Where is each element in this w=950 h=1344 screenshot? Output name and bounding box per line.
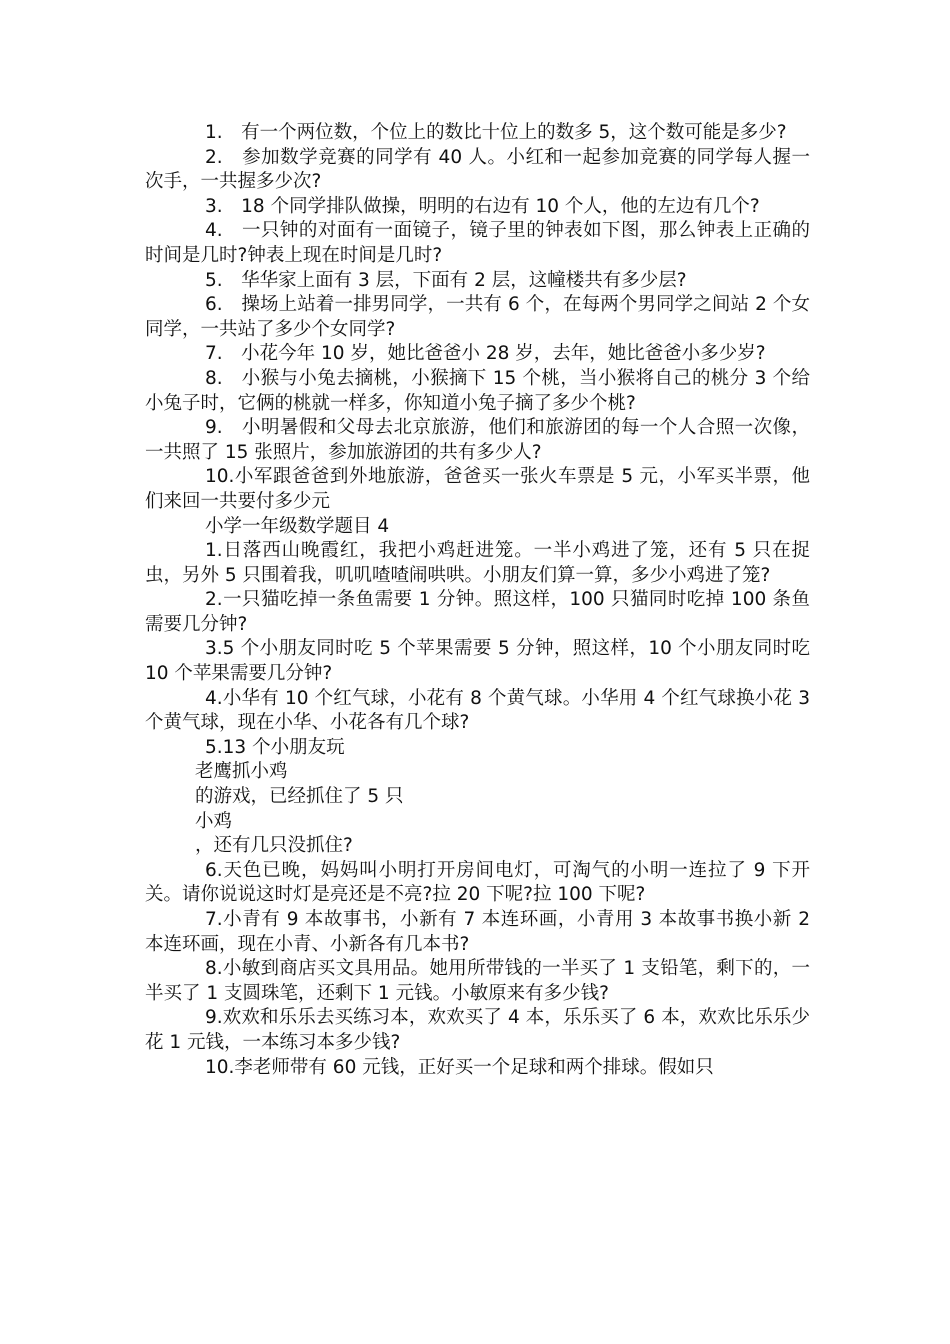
s4-question-5-fragment: 老鹰抓小鸡 bbox=[195, 761, 288, 783]
s4-question-9: 9.欢欢和乐乐去买练习本，欢欢买了 4 本，乐乐买了 6 本，欢欢比乐乐少花 1 元钱，一本练习本多少钱? bbox=[145, 1007, 810, 1053]
question-9: 9. 小明暑假和父母去北京旅游，他们和旅游团的每一个人合照一次像，一共照了 15 张照片，参加旅游团的共有多少人? bbox=[145, 417, 810, 463]
question-6: 6. 操场上站着一排男同学，一共有 6 个，在每两个男同学之间站 2 个女同学，一共站了多少个女同学? bbox=[145, 294, 810, 340]
question-3: 3. 18 个同学排队做操，明明的右边有 10 个人，他的左边有几个? bbox=[205, 195, 760, 217]
s4-question-8: 8.小敏到商店买文具用品。她用所带钱的一半买了 1 支铅笔，剩下的，一半买了 1 支圆珠笔，还剩下 1 元钱。小敏原来有多少钱? bbox=[145, 958, 810, 1004]
s4-question-5-fragment: 的游戏，已经抓住了 5 只 bbox=[195, 786, 404, 808]
s4-question-5: 5.13 个小朋友玩 bbox=[205, 736, 345, 758]
section-title: 小学一年级数学题目 4 bbox=[205, 515, 390, 537]
s4-question-10: 10.李老师带有 60 元钱，正好买一个足球和两个排球。假如只 bbox=[205, 1056, 714, 1078]
question-4: 4. 一只钟的对面有一面镜子，镜子里的钟表如下图，那么钟表上正确的时间是几时?钟表上现在时间是几时? bbox=[145, 220, 810, 266]
s4-question-2: 2.一只猫吃掉一条鱼需要 1 分钟。照这样，100 只猫同时吃掉 100 条鱼需要几分钟? bbox=[145, 589, 810, 635]
s4-question-6: 6.天色已晚，妈妈叫小明打开房间电灯，可淘气的小明一连拉了 9 下开关。请你说说这时灯是亮还是不亮?拉 20 下呢?拉 100 下呢? bbox=[145, 859, 810, 906]
s4-question-5-fragment: 小鸡 bbox=[195, 810, 233, 832]
s4-question-7: 7.小青有 9 本故事书，小新有 7 本连环画，小青用 3 本故事书换小新 2 本连环画，现在小青、小新各有几本书? bbox=[145, 909, 810, 955]
question-1: 1. 有一个两位数，个位上的数比十位上的数多 5，这个数可能是多少? bbox=[205, 122, 787, 143]
s4-question-3: 3.5 个小朋友同时吃 5 个苹果需要 5 分钟，照这样，10 个小朋友同时吃 10 个苹果需要几分钟? bbox=[145, 638, 810, 685]
s4-question-5-fragment: ，还有几只没抓住? bbox=[195, 835, 353, 857]
question-8: 8. 小猴与小兔去摘桃，小猴摘下 15 个桃，当小猴将自己的桃分 3 个给小兔子时，它俩的桃就一样多，你知道小兔子摘了多少个桃? bbox=[145, 367, 810, 414]
text-column bbox=[145, 121, 810, 1080]
question-10: 10.小军跟爸爸到外地旅游，爸爸买一张火车票是 5 元，小军买半票，他们来回一共要付多少元 bbox=[145, 466, 810, 512]
question-2: 2. 参加数学竞赛的同学有 40 人。小红和一起参加竞赛的同学每人握一次手，一共握多少次? bbox=[145, 146, 810, 193]
question-5: 5. 华华家上面有 3 层，下面有 2 层，这幢楼共有多少层? bbox=[205, 269, 687, 291]
s4-question-1: 1.日落西山晚霞红，我把小鸡赶进笼。一半小鸡进了笼，还有 5 只在捉虫，另外 5 只围着我，叽叽喳喳闹哄哄。小朋友们算一算，多少小鸡进了笼? bbox=[145, 540, 810, 586]
s4-question-4: 4.小华有 10 个红气球，小花有 8 个黄气球。小华用 4 个红气球换小花 3 个黄气球，现在小华、小花各有几个球? bbox=[145, 687, 810, 734]
question-7: 7. 小花今年 10 岁，她比爸爸小 28 岁，去年，她比爸爸小多少岁? bbox=[205, 343, 766, 365]
